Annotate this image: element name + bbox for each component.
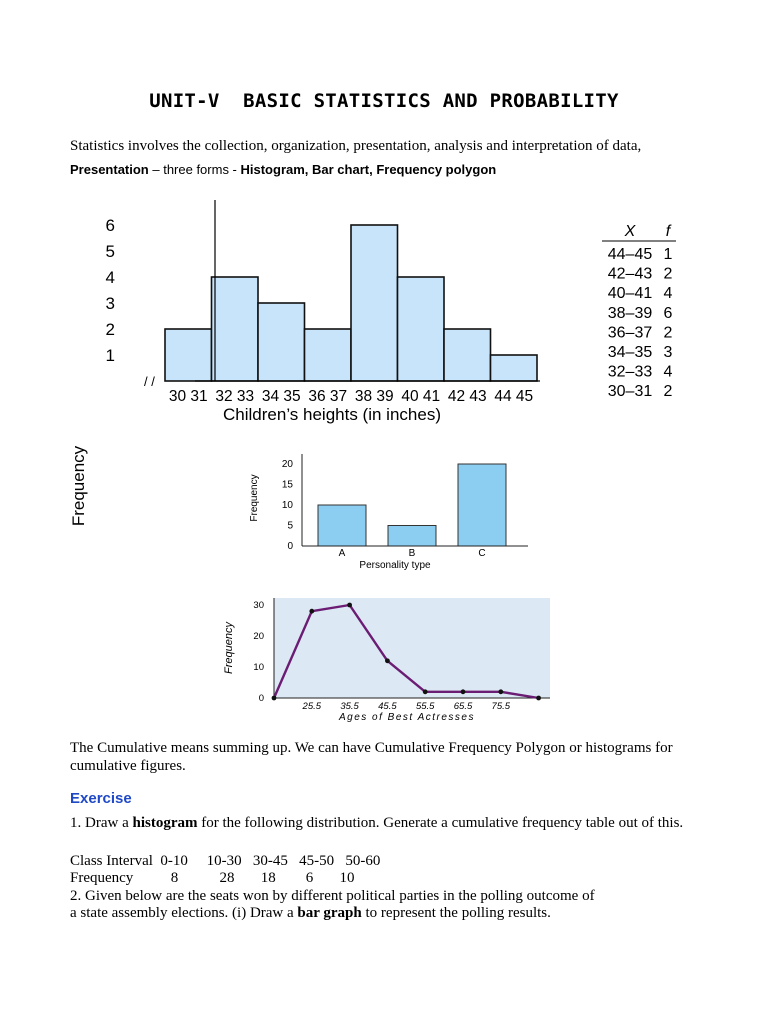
polygon-data-point: [536, 696, 541, 701]
histogram-bar: [351, 225, 398, 381]
polygon-data-point: [347, 603, 352, 608]
bar-y-label: Frequency: [249, 474, 260, 522]
polygon-x-tick-label: 75.5: [491, 701, 511, 712]
histogram-y-tick-label: 6: [105, 216, 115, 235]
table-cell-frequency: 4: [663, 285, 673, 303]
bar-chart-bar: [388, 526, 436, 547]
presentation-line: [70, 162, 496, 177]
table-cell-interval: 36–37: [607, 324, 653, 342]
polygon-y-tick-label: 20: [253, 631, 264, 642]
table-cell-frequency: 6: [663, 304, 673, 322]
polygon-x-label: Ages of Best Actresses: [338, 712, 476, 723]
q1-bold: histogram: [132, 815, 198, 831]
intro-text: Statistics involves the collection, organization, presentation, analysis and interpretation of data,: [70, 138, 642, 154]
histogram-x-label: Children’s heights (in inches): [223, 405, 441, 424]
polygon-data-point: [385, 658, 390, 663]
polygon-x-tick-label: 65.5: [453, 701, 473, 712]
polygon-y-label: Frequency: [223, 622, 235, 674]
presentation-forms: Histogram, Bar chart, Frequency polygon: [240, 162, 497, 177]
polygon-data-point: [272, 696, 277, 701]
bar-y-tick-label: 20: [281, 459, 293, 470]
q2-bold: bar graph: [297, 905, 362, 921]
presentation-dash: – three forms -: [148, 162, 241, 177]
table-cell-frequency: 1: [663, 246, 673, 263]
table-cell-interval: 38–39: [607, 304, 653, 322]
table-cell-interval: 44–45: [607, 246, 653, 263]
histogram-bar: [491, 355, 538, 381]
table-cell-interval: 40–41: [607, 285, 653, 303]
table-cell-interval: 42–43: [607, 265, 653, 283]
polygon-data-point: [423, 689, 428, 694]
polygon-data-point: [309, 609, 314, 614]
histogram-x-tick-label: 44 45: [494, 388, 534, 405]
histogram-bar: [258, 303, 305, 381]
q1-prefix: 1. Draw a: [70, 815, 133, 831]
table-cell-frequency: 2: [663, 383, 673, 401]
axis-break-mark: / /: [144, 374, 155, 389]
q1-suffix: for the following distribution. Generate a cumulative frequency table out of this.: [197, 815, 684, 831]
histogram-y-label: Frequency: [69, 445, 88, 527]
q2-suffix: to represent the polling results.: [361, 905, 551, 921]
histogram-x-tick-label: 38 39: [354, 388, 394, 405]
exercise-heading: Exercise: [70, 790, 132, 807]
bar-x-label: Personality type: [359, 560, 431, 571]
histogram-x-tick-label: 30 31: [168, 388, 208, 405]
histogram-bar: [305, 329, 352, 381]
bar-chart-bar: [318, 505, 366, 546]
polygon-y-tick-label: 10: [253, 662, 264, 673]
table-cell-frequency: 2: [663, 324, 673, 342]
histogram-y-tick-label: 1: [105, 346, 115, 365]
bar-x-tick-label: C: [478, 548, 486, 559]
polygon-x-tick-label: 35.5: [340, 701, 359, 712]
table-cell-interval: 30–31: [607, 383, 653, 401]
table-cell-frequency: 2: [663, 265, 673, 283]
bar-y-tick-label: 5: [287, 520, 293, 532]
histogram-y-tick-label: 5: [105, 242, 115, 261]
polygon-data-point: [461, 689, 466, 694]
exercise-question-1: [70, 815, 698, 832]
q2-line-2: [70, 905, 710, 922]
table-cell-frequency: 4: [663, 363, 673, 381]
polygon-y-tick-label: 30: [253, 600, 264, 611]
histogram-bar: [444, 329, 491, 381]
histogram-bar: [165, 329, 212, 381]
q2-line-1: 2. Given below are the seats won by different political parties in the polling outcome of: [70, 888, 595, 904]
polygon-y-tick-label: 0: [258, 693, 264, 704]
histogram-bar: [398, 277, 445, 381]
frequency-row: Frequency 8 28 18 6 10: [70, 870, 355, 886]
bar-y-tick-label: 0: [287, 541, 293, 552]
polygon-plot-area: [274, 598, 550, 698]
histogram-x-tick-label: 32 33: [215, 388, 255, 405]
table-header-f: f: [665, 223, 671, 240]
bar-chart-bar: [458, 464, 506, 546]
histogram-x-tick-label: 42 43: [447, 388, 487, 405]
bar-x-tick-label: B: [408, 548, 416, 559]
polygon-x-tick-label: 55.5: [415, 701, 435, 712]
polygon-x-tick-label: 25.5: [302, 701, 322, 712]
bar-chart: [240, 450, 540, 575]
histogram-y-tick-label: 4: [105, 268, 115, 287]
table-cell-frequency: 3: [663, 344, 673, 361]
table-header-x: X: [624, 223, 636, 240]
polygon-data-point: [498, 689, 503, 694]
bar-y-tick-label: 10: [281, 500, 293, 511]
table-cell-interval: 32–33: [607, 363, 653, 381]
exercise-question-2: [70, 888, 710, 922]
histogram-y-tick-label: 2: [105, 320, 115, 339]
table-cell-interval: 34–35: [607, 344, 653, 361]
histogram-x-tick-label: 36 37: [308, 388, 348, 405]
frequency-polygon-chart: [210, 592, 560, 727]
class-interval-row: Class Interval 0-10 10-30 30-45 45-50 50-60: [70, 853, 381, 869]
cumulative-paragraph: The Cumulative means summing up. We can have Cumulative Frequency Polygon or histograms for cumulative figures.: [70, 740, 673, 774]
histogram-x-tick-label: 40 41: [401, 388, 441, 405]
histogram-y-tick-label: 3: [105, 294, 115, 313]
q2-prefix: a state assembly elections. (i) Draw a: [70, 905, 298, 921]
polygon-x-tick-label: 45.5: [378, 701, 397, 712]
histogram-x-tick-label: 34 35: [261, 388, 301, 405]
histogram-bar: [212, 277, 259, 381]
bar-x-tick-label: A: [338, 548, 346, 559]
presentation-label: Presentation: [70, 162, 149, 177]
page-title: UNIT-V BASIC STATISTICS AND PROBABILITY: [149, 90, 619, 112]
bar-y-tick-label: 15: [281, 479, 293, 491]
